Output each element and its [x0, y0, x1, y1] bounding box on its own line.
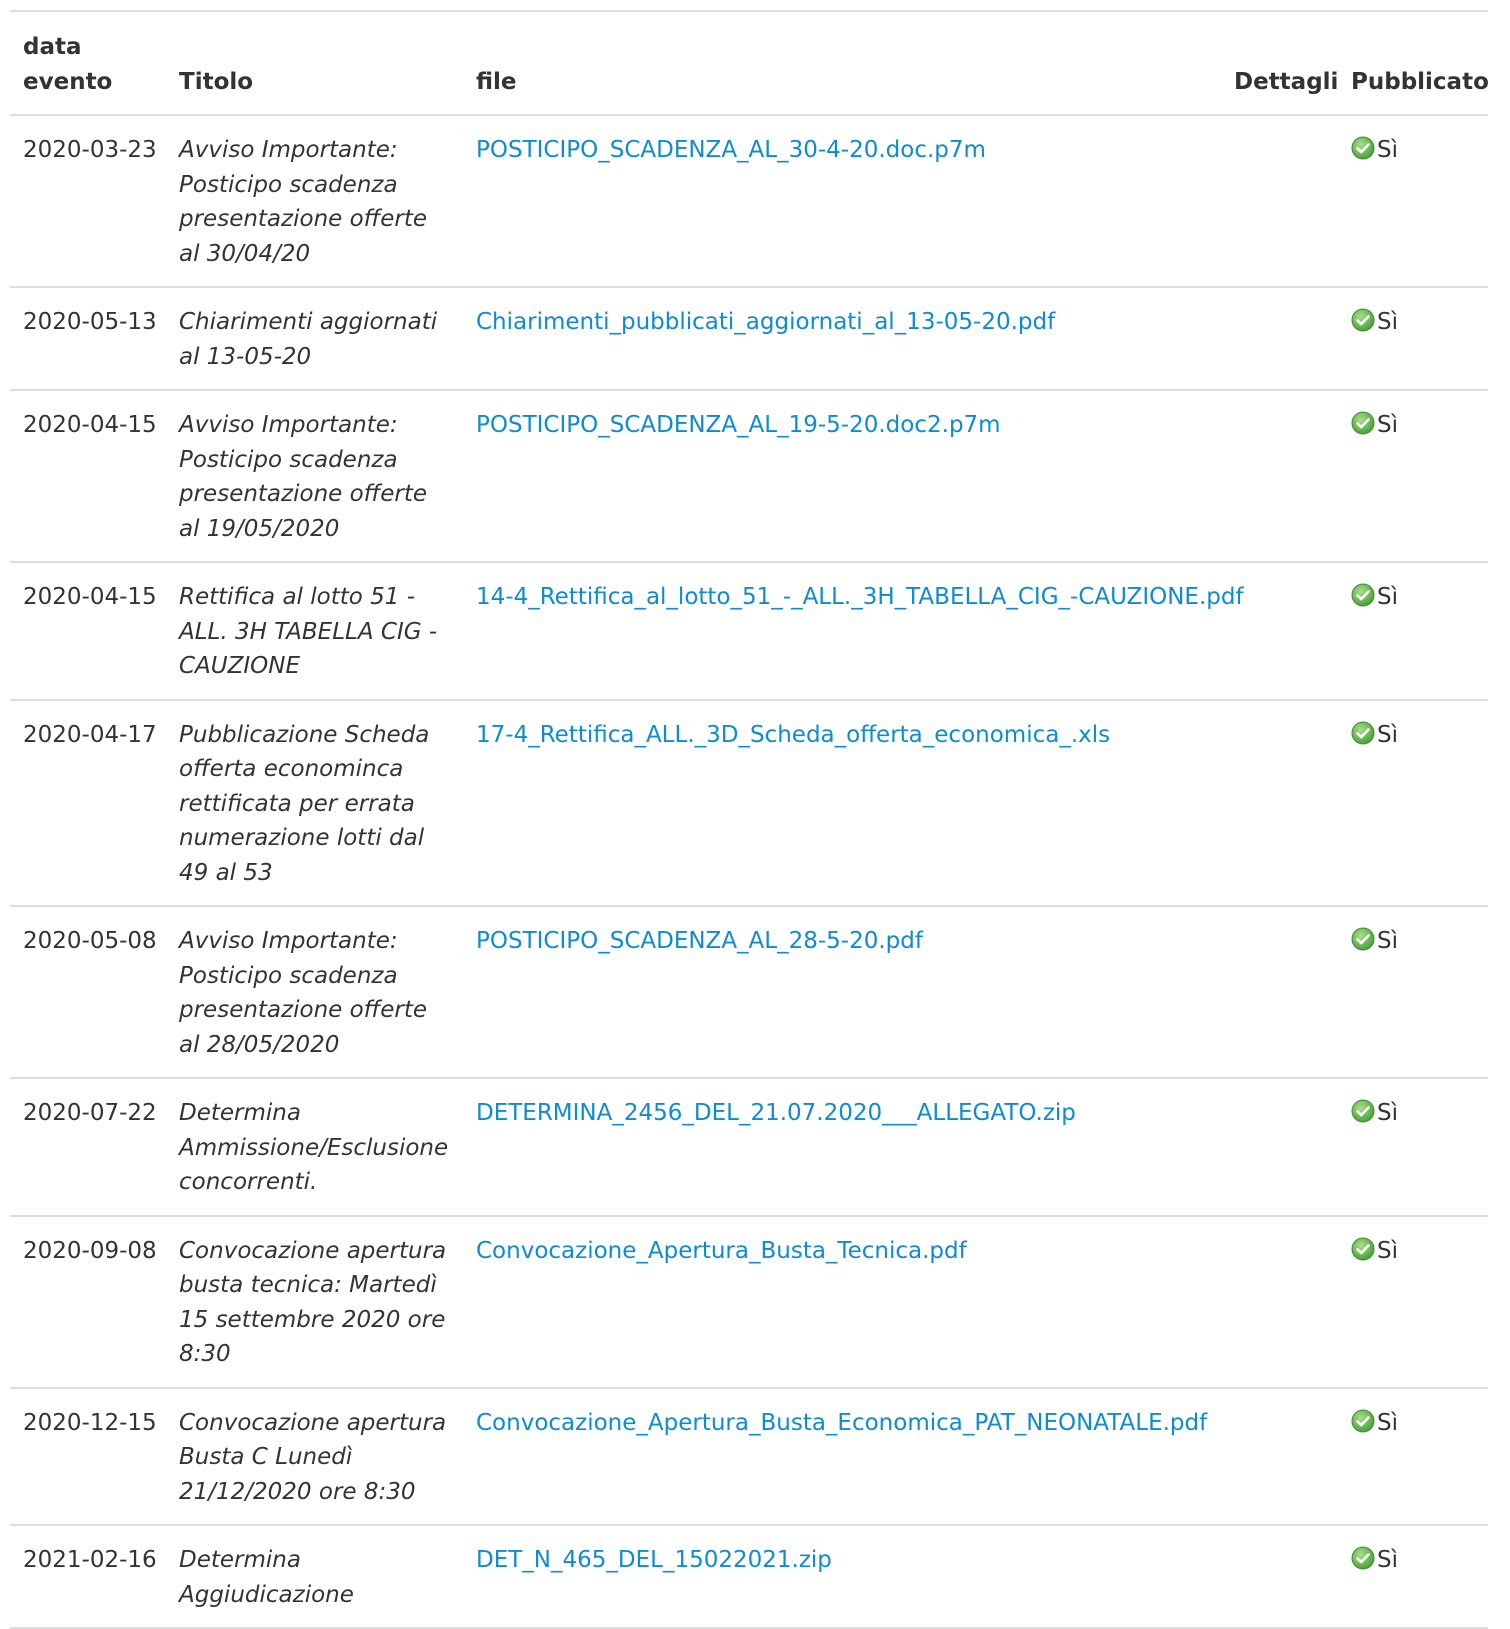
row-title: Determina Ammissione/Esclusione concorrenti.	[165, 1078, 449, 1216]
documents-table-container	[10, 10, 1488, 1629]
row-date: 2020-07-22	[10, 1078, 165, 1216]
file-link[interactable]: POSTICIPO_SCADENZA_AL_19-5-20.doc2.p7m	[476, 412, 1001, 438]
row-published	[1339, 700, 1488, 907]
row-date: 2020-04-17	[10, 700, 165, 907]
table-row	[10, 1525, 1488, 1628]
table-row	[10, 1216, 1488, 1388]
row-date: 2020-12-15	[10, 1388, 165, 1526]
published-label: Sì	[1377, 1237, 1398, 1264]
row-title: Chiarimenti aggiornati al 13-05-20	[165, 287, 449, 390]
row-date: 2021-02-16	[10, 1525, 165, 1628]
row-file-cell	[449, 390, 1212, 562]
row-title: Determina Aggiudicazione	[165, 1525, 449, 1628]
row-file-cell	[449, 1078, 1212, 1216]
published-label: Sì	[1377, 309, 1398, 335]
file-link[interactable]: 17-4_Rettifica_ALL._3D_Scheda_offerta_economica_.xls	[476, 721, 1111, 748]
published-label: Sì	[1377, 1547, 1398, 1573]
table-row	[10, 390, 1488, 562]
table-row	[10, 700, 1488, 907]
row-details	[1212, 1078, 1339, 1216]
table-row	[10, 1078, 1488, 1216]
green-check-icon	[1351, 136, 1375, 160]
row-title: Convocazione apertura busta tecnica: Martedì 15 settembre 2020 ore 8:30	[165, 1216, 449, 1388]
published-label: Sì	[1377, 137, 1398, 163]
row-published	[1339, 1525, 1488, 1628]
row-details	[1212, 115, 1339, 287]
row-date: 2020-05-13	[10, 287, 165, 390]
row-date: 2020-04-15	[10, 390, 165, 562]
green-check-icon	[1351, 927, 1375, 951]
table-header-row	[10, 11, 1488, 115]
green-check-icon	[1351, 1237, 1375, 1261]
green-check-icon	[1351, 1409, 1375, 1433]
file-link[interactable]: DET_N_465_DEL_15022021.zip	[476, 1547, 832, 1573]
row-date: 2020-03-23	[10, 115, 165, 287]
header-date: data evento	[10, 11, 165, 115]
published-label: Sì	[1377, 584, 1398, 610]
table-row	[10, 115, 1488, 287]
row-published	[1339, 287, 1488, 390]
file-link[interactable]: DETERMINA_2456_DEL_21.07.2020___ALLEGATO.zip	[476, 1100, 1076, 1126]
row-published	[1339, 115, 1488, 287]
green-check-icon	[1351, 721, 1375, 745]
green-check-icon	[1351, 411, 1375, 435]
row-file-cell	[449, 1525, 1212, 1628]
file-link[interactable]: POSTICIPO_SCADENZA_AL_28-5-20.pdf	[476, 928, 923, 954]
row-published	[1339, 906, 1488, 1078]
row-details	[1212, 390, 1339, 562]
green-check-icon	[1351, 1546, 1375, 1570]
row-details	[1212, 1388, 1339, 1526]
row-details	[1212, 287, 1339, 390]
row-title: Avviso Importante: Posticipo scadenza presentazione offerte al 19/05/2020	[165, 390, 449, 562]
file-link[interactable]: Convocazione_Apertura_Busta_Economica_PAT_NEONATALE.pdf	[476, 1409, 1208, 1436]
row-published	[1339, 562, 1488, 700]
row-title: Convocazione apertura Busta C Lunedì 21/12/2020 ore 8:30	[165, 1388, 449, 1526]
file-link[interactable]: POSTICIPO_SCADENZA_AL_30-4-20.doc.p7m	[476, 137, 986, 163]
row-file-cell	[449, 115, 1212, 287]
header-details: Dettagli	[1212, 11, 1339, 115]
row-details	[1212, 906, 1339, 1078]
row-date: 2020-04-15	[10, 562, 165, 700]
header-file: file	[449, 11, 1212, 115]
row-details	[1212, 1216, 1339, 1388]
published-label: Sì	[1377, 412, 1398, 438]
row-file-cell	[449, 287, 1212, 390]
green-check-icon	[1351, 583, 1375, 607]
table-body	[10, 115, 1488, 1628]
green-check-icon	[1351, 1099, 1375, 1123]
published-label: Sì	[1377, 721, 1398, 748]
row-published	[1339, 390, 1488, 562]
row-details	[1212, 700, 1339, 907]
row-file-cell	[449, 1388, 1212, 1526]
row-date: 2020-05-08	[10, 906, 165, 1078]
row-published	[1339, 1078, 1488, 1216]
row-details	[1212, 1525, 1339, 1628]
published-label: Sì	[1377, 1409, 1398, 1436]
row-title: Avviso Importante: Posticipo scadenza presentazione offerte al 28/05/2020	[165, 906, 449, 1078]
row-published	[1339, 1388, 1488, 1526]
row-file-cell	[449, 700, 1212, 907]
table-row	[10, 287, 1488, 390]
table-row	[10, 906, 1488, 1078]
row-date: 2020-09-08	[10, 1216, 165, 1388]
file-link[interactable]: 14-4_Rettifica_al_lotto_51_-_ALL._3H_TABELLA_CIG_-CAUZIONE.pdf	[476, 584, 1244, 610]
row-published	[1339, 1216, 1488, 1388]
table-row	[10, 1388, 1488, 1526]
file-link[interactable]: Convocazione_Apertura_Busta_Tecnica.pdf	[476, 1237, 967, 1264]
row-file-cell	[449, 1216, 1212, 1388]
documents-table	[10, 10, 1488, 1629]
row-title: Rettifica al lotto 51 - ALL. 3H TABELLA CIG - CAUZIONE	[165, 562, 449, 700]
file-link[interactable]: Chiarimenti_pubblicati_aggiornati_al_13-05-20.pdf	[476, 309, 1056, 335]
published-label: Sì	[1377, 1100, 1398, 1126]
header-title: Titolo	[165, 11, 449, 115]
green-check-icon	[1351, 308, 1375, 332]
row-title: Pubblicazione Scheda offerta econominca rettificata per errata numerazione lotti dal 49 al 53	[165, 700, 449, 907]
published-label: Sì	[1377, 928, 1398, 954]
header-published: Pubblicato	[1339, 11, 1488, 115]
row-file-cell	[449, 562, 1244, 700]
table-row	[10, 562, 1488, 700]
row-file-cell	[449, 906, 1212, 1078]
row-title: Avviso Importante: Posticipo scadenza presentazione offerte al 30/04/20	[165, 115, 449, 287]
